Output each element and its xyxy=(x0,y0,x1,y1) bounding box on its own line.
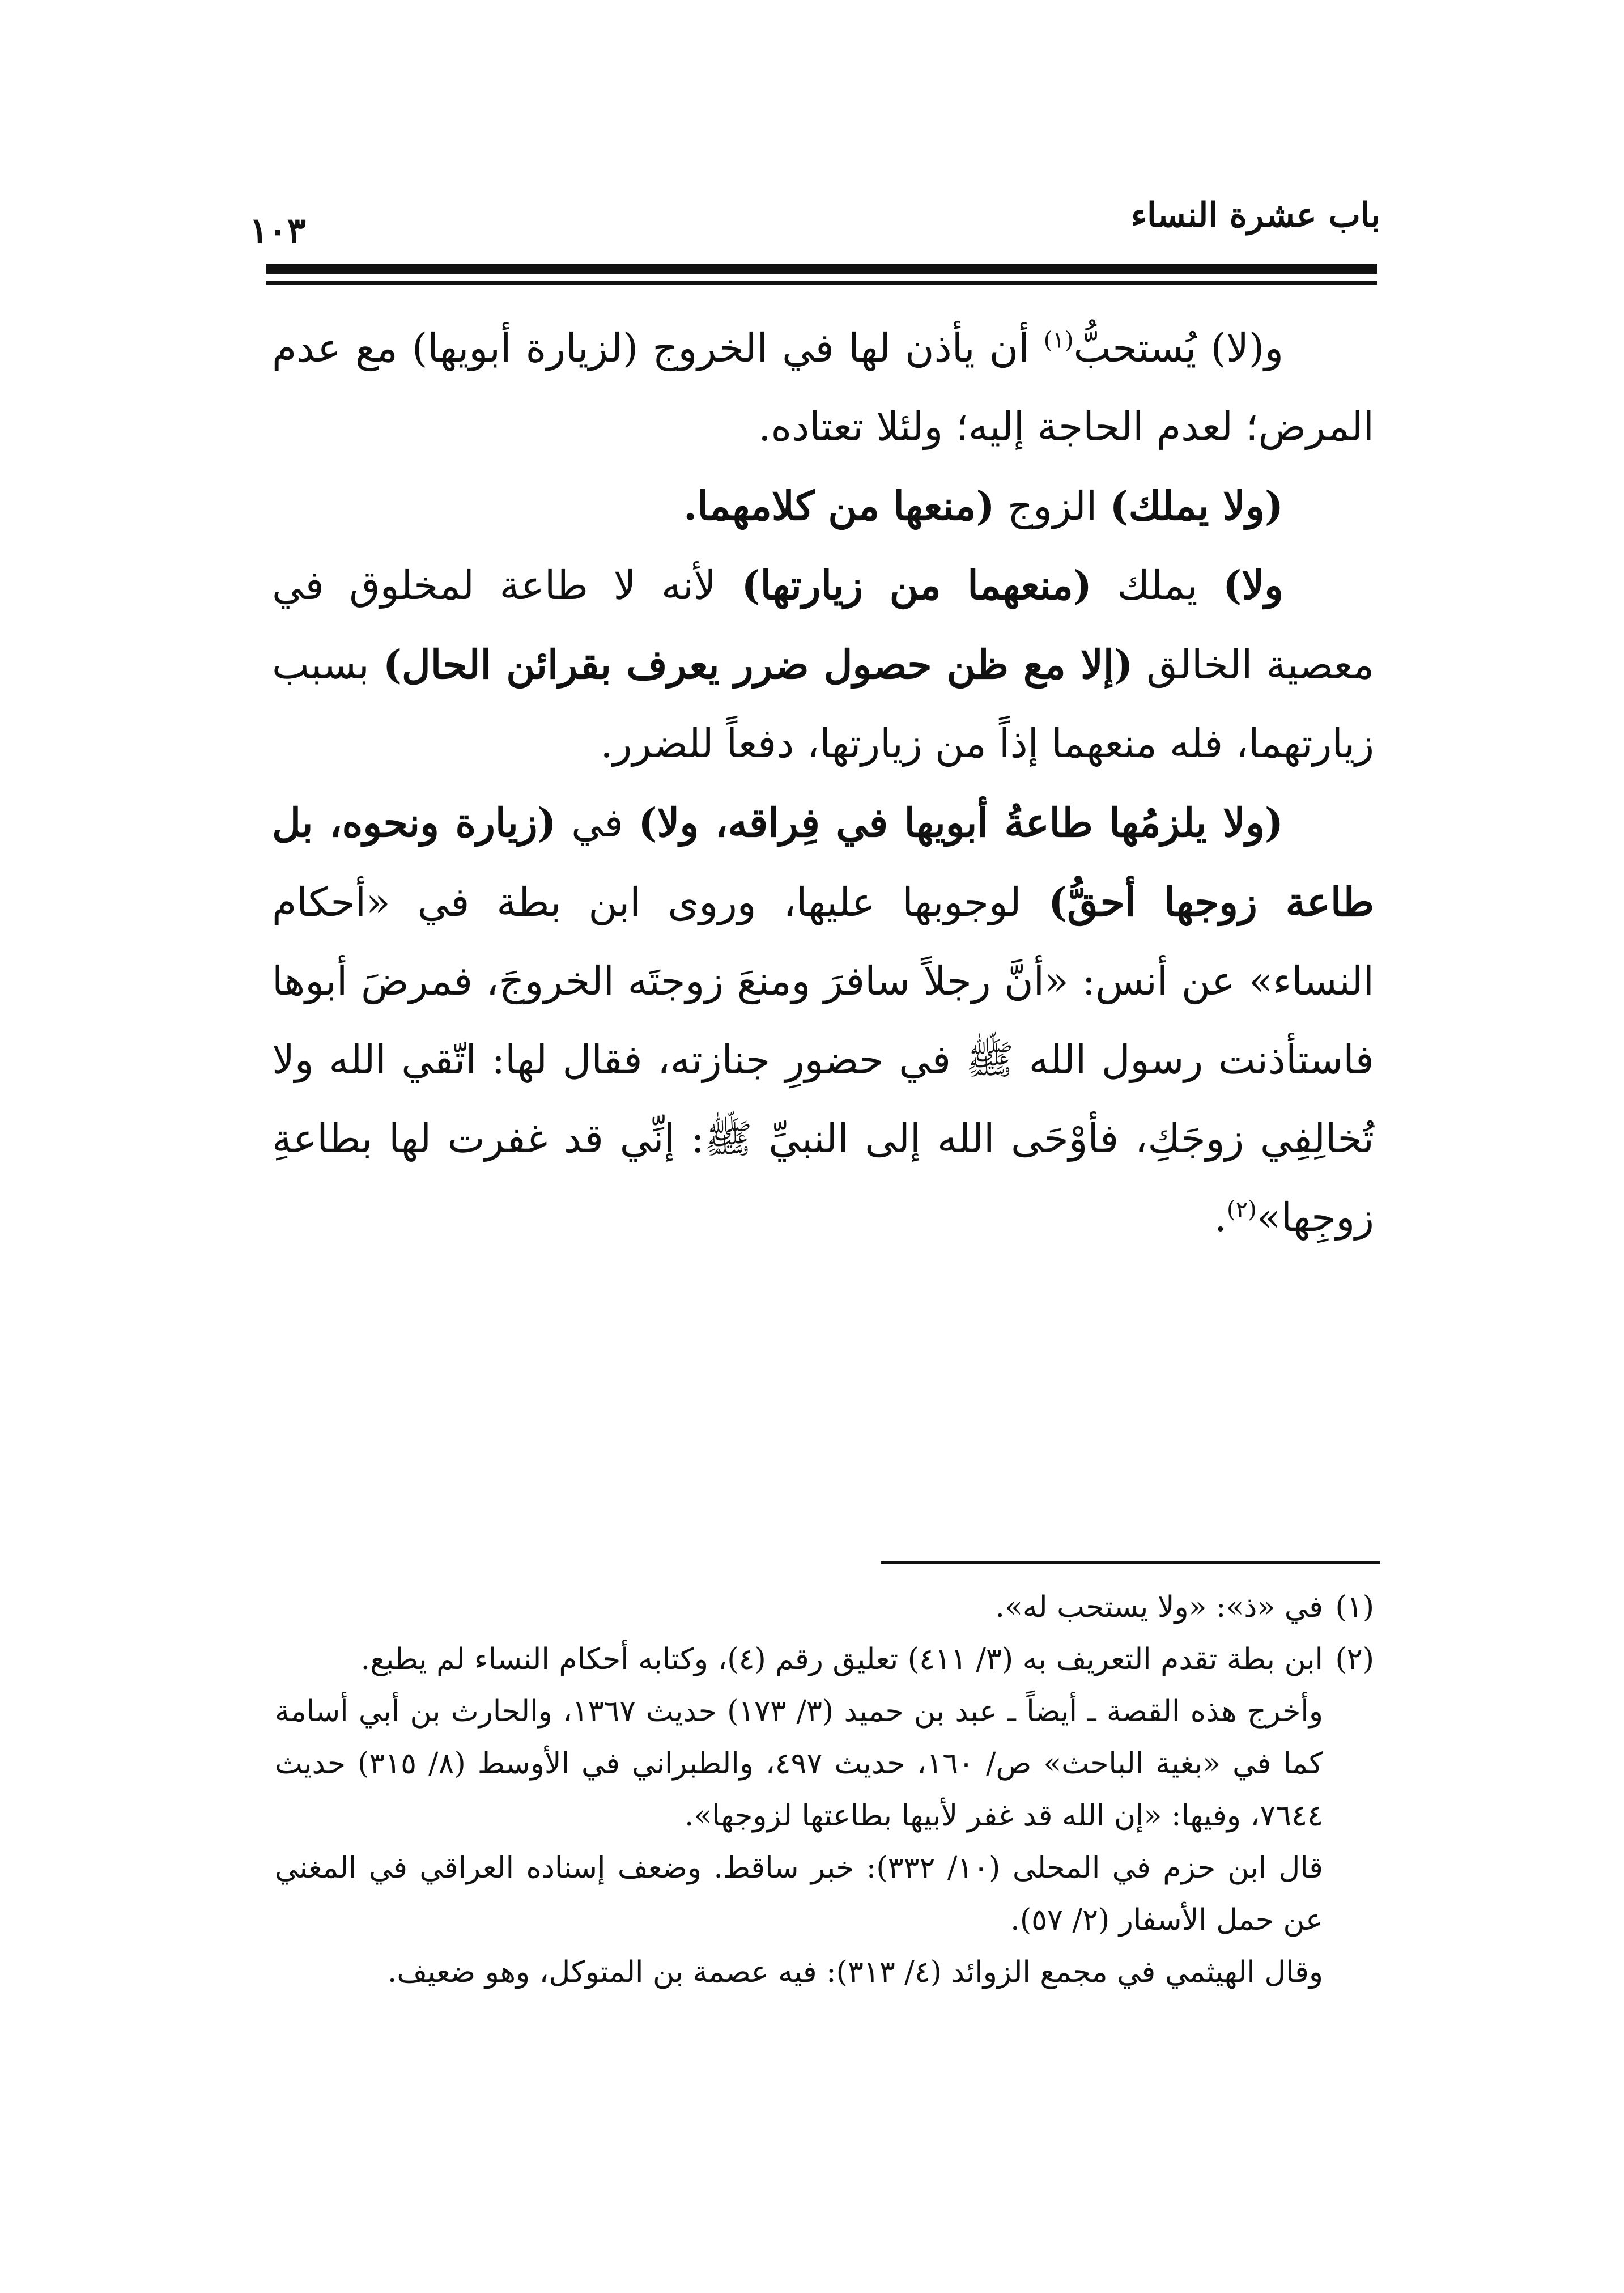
p1-part-a: و(لا) يُستحبُّ xyxy=(1073,325,1283,371)
page-number: ١٠٣ xyxy=(249,210,306,251)
p3-part-f: بسبب زيارتهما، فله منعهما إذاً من زيارتها، دفعاً للضرر. xyxy=(272,642,1374,767)
p3-part-d: لأنه لا طاعة لمخلوق في معصية الخالق xyxy=(272,562,1374,688)
p2-part-c: (منعها من كلامهما. xyxy=(683,482,995,529)
header-rule-thick xyxy=(266,264,1377,274)
p2-part-b: الزوج xyxy=(994,483,1110,529)
footnote-ref-2: (٢) xyxy=(1226,1196,1257,1223)
header-rule-thin xyxy=(266,281,1377,285)
footnote-number: (٢) xyxy=(1335,1642,1374,1676)
footnote-2 xyxy=(275,1633,1374,1685)
p2-part-a: (ولا يملك) xyxy=(1109,482,1283,529)
p4-end: . xyxy=(1214,1194,1227,1241)
running-title: باب عشرة النساء xyxy=(1130,196,1380,235)
footnote-text: ابن بطة تقدم التعريف به (٣/ ٤١١) تعليق رقم (٤)، وكتابه أحكام النساء لم يطبع. xyxy=(360,1642,1323,1676)
paragraph-1 xyxy=(272,309,1374,466)
p3-part-e: (إلا مع ظن حصول ضرر يعرف بقرائن الحال) xyxy=(382,641,1133,688)
footnote-text: في «ذ»: «ولا يستحب له». xyxy=(995,1590,1323,1624)
footnote-ref-1: (١) xyxy=(1043,327,1074,354)
p4-part-d: لوجوبها عليها، وروى ابن بطة في «أحكام النساء» عن أنس: «أنَّ رجلاً سافرَ ومنعَ زوجتَه الخروجَ، فمرضَ أبوها فاستأذنت رسول الله ﷺ في حضورِ جنازته، فقال لها: اتّقي الله ولا تُخالِفِي زوجَكِ، فأوْحَى الله إلى النبيِّ ﷺ: إنِّي قد غفرت لها بطاعةِ زوجِها» xyxy=(272,879,1374,1241)
footnote-2-continuation: وقال الهيثمي في مجمع الزوائد (٤/ ٣١٣): فيه عصمة بن المتوكل، وهو ضعيف. xyxy=(387,1955,1323,1989)
p1-part-b: أن يأذن لها في الخروج (لزيارة أبويها) مع عدم المرض؛ لعدم الحاجة إليه؛ ولئلا تعتاده. xyxy=(272,325,1374,450)
main-text xyxy=(272,309,1374,1257)
p3-part-a: ولا) xyxy=(1223,562,1283,609)
footnote-number: (١) xyxy=(1335,1590,1374,1624)
p3-part-b: يملك xyxy=(1091,562,1223,609)
footnote-2-continuation: وأخرج هذه القصة ـ أيضاً ـ عبد بن حميد (٣/ ١٧٣) حديث ١٣٦٧، والحارث بن أبي أسامة كما في «بغية الباحث» ص/ ١٦٠، حديث ٤٩٧، والطبراني في الأوسط (٨/ ٣١٥) حديث ٧٦٤٤، وفيها: «إن الله قد غفر لأبيها بطاعتها لزوجها». xyxy=(275,1695,1323,1833)
paragraph-2 xyxy=(272,466,1374,546)
footnote-2-continuation: قال ابن حزم في المحلى (١٠/ ٣٣٢): خبر ساقط. وضعف إسناده العراقي في المغني عن حمل الأسفار (٢/ ٥٧). xyxy=(275,1851,1323,1937)
paragraph-3 xyxy=(272,546,1374,783)
p3-part-c: (منعهما من زيارتها) xyxy=(741,562,1092,609)
footnote-1 xyxy=(275,1581,1374,1633)
footnotes xyxy=(275,1581,1374,1998)
paragraph-4 xyxy=(272,783,1374,1257)
p4-part-c: (زيارة ونحوه، بل طاعة زوجها أحقُّ) xyxy=(272,799,1374,925)
p4-part-a: (ولا يلزمُها طاعةُ أبويها في فِراقه، ولا) xyxy=(638,799,1283,846)
p4-part-b: في xyxy=(556,800,639,846)
footnote-separator xyxy=(881,1561,1380,1564)
